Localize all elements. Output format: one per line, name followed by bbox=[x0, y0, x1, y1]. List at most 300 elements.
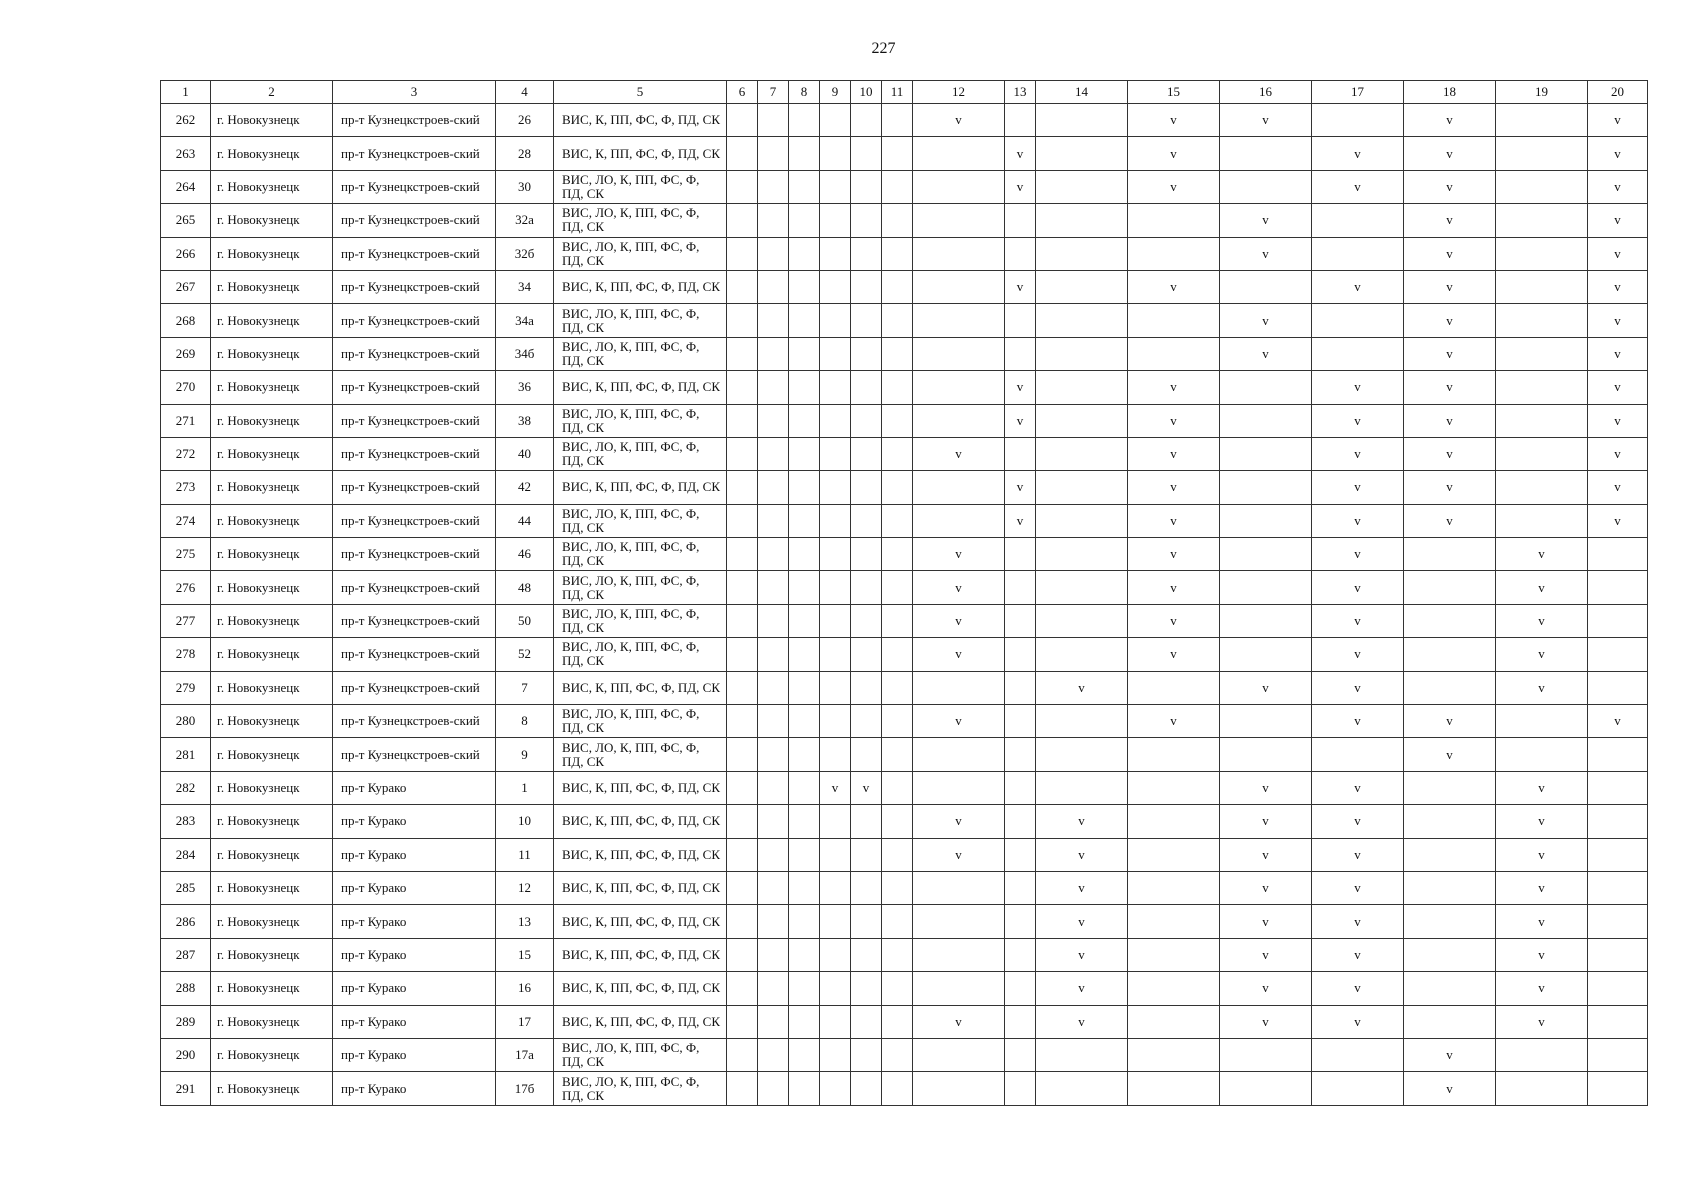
check-mark-cell bbox=[1404, 404, 1496, 437]
empty-cell bbox=[1588, 638, 1648, 671]
empty-cell bbox=[913, 337, 1005, 370]
empty-cell bbox=[1220, 1038, 1312, 1071]
empty-cell bbox=[851, 705, 882, 738]
empty-cell bbox=[820, 972, 851, 1005]
empty-cell bbox=[1496, 471, 1588, 504]
check-mark-cell bbox=[1128, 137, 1220, 170]
table-row bbox=[161, 437, 1648, 470]
check-mark: v bbox=[1262, 212, 1269, 228]
check-mark-cell bbox=[1312, 671, 1404, 704]
works-list-cell: ВИС, К, ПП, ФС, Ф, ПД, СК bbox=[554, 1005, 727, 1038]
check-mark-cell bbox=[851, 771, 882, 804]
check-mark-cell bbox=[1312, 471, 1404, 504]
empty-cell bbox=[851, 538, 882, 571]
house-number-cell: 44 bbox=[496, 504, 554, 537]
column-header: 15 bbox=[1128, 81, 1220, 104]
empty-cell bbox=[851, 371, 882, 404]
empty-cell bbox=[913, 771, 1005, 804]
column-header: 14 bbox=[1036, 81, 1128, 104]
empty-cell bbox=[1128, 1072, 1220, 1105]
house-number-cell: 7 bbox=[496, 671, 554, 704]
empty-cell bbox=[913, 938, 1005, 971]
empty-cell bbox=[913, 871, 1005, 904]
empty-cell bbox=[1404, 905, 1496, 938]
city-cell: г. Новокузнецк bbox=[211, 1072, 333, 1105]
check-mark-cell bbox=[1496, 972, 1588, 1005]
check-mark: v bbox=[1614, 245, 1621, 261]
empty-cell bbox=[758, 1005, 789, 1038]
check-mark: v bbox=[1538, 946, 1545, 962]
works-list-cell: ВИС, ЛО, К, ПП, ФС, Ф, ПД, СК bbox=[554, 571, 727, 604]
empty-cell bbox=[913, 237, 1005, 270]
empty-cell bbox=[1036, 1038, 1128, 1071]
check-mark: v bbox=[1446, 178, 1453, 194]
check-mark-cell bbox=[1220, 104, 1312, 137]
check-mark-cell bbox=[1588, 504, 1648, 537]
check-mark: v bbox=[1538, 546, 1545, 562]
empty-cell bbox=[820, 204, 851, 237]
check-mark-cell bbox=[1312, 771, 1404, 804]
street-cell: пр-т Кузнецкстроев-ский bbox=[333, 471, 496, 504]
empty-cell bbox=[789, 905, 820, 938]
works-list-cell: ВИС, К, ПП, ФС, Ф, ПД, СК bbox=[554, 805, 727, 838]
check-mark-cell bbox=[1312, 838, 1404, 871]
empty-cell bbox=[851, 738, 882, 771]
house-number-cell: 1 bbox=[496, 771, 554, 804]
check-mark: v bbox=[1078, 980, 1085, 996]
empty-cell bbox=[758, 304, 789, 337]
check-mark-cell bbox=[1220, 1005, 1312, 1038]
check-mark-cell bbox=[1128, 705, 1220, 738]
check-mark-cell bbox=[1128, 270, 1220, 303]
empty-cell bbox=[727, 905, 758, 938]
check-mark: v bbox=[1262, 980, 1269, 996]
row-number-cell: 272 bbox=[161, 437, 211, 470]
empty-cell bbox=[1005, 671, 1036, 704]
empty-cell bbox=[851, 437, 882, 470]
table-row bbox=[161, 972, 1648, 1005]
works-list-cell: ВИС, ЛО, К, ПП, ФС, Ф, ПД, СК bbox=[554, 404, 727, 437]
empty-cell bbox=[820, 871, 851, 904]
empty-cell bbox=[758, 805, 789, 838]
table-row bbox=[161, 571, 1648, 604]
column-header: 12 bbox=[913, 81, 1005, 104]
house-number-cell: 40 bbox=[496, 437, 554, 470]
empty-cell bbox=[1588, 1038, 1648, 1071]
table-row bbox=[161, 137, 1648, 170]
check-mark-cell bbox=[1128, 371, 1220, 404]
empty-cell bbox=[820, 270, 851, 303]
check-mark: v bbox=[1016, 479, 1024, 495]
check-mark-cell bbox=[1036, 972, 1128, 1005]
empty-cell bbox=[1036, 404, 1128, 437]
empty-cell bbox=[1404, 838, 1496, 871]
empty-cell bbox=[727, 571, 758, 604]
empty-cell bbox=[820, 805, 851, 838]
works-list-cell: ВИС, К, ПП, ФС, Ф, ПД, СК bbox=[554, 471, 727, 504]
empty-cell bbox=[851, 471, 882, 504]
empty-cell bbox=[789, 137, 820, 170]
street-cell: пр-т Кузнецкстроев-ский bbox=[333, 538, 496, 571]
check-mark: v bbox=[1446, 1080, 1453, 1096]
check-mark-cell bbox=[1404, 371, 1496, 404]
check-mark: v bbox=[1262, 112, 1269, 128]
empty-cell bbox=[789, 1005, 820, 1038]
empty-cell bbox=[758, 705, 789, 738]
check-mark-cell bbox=[1220, 771, 1312, 804]
check-mark: v bbox=[1446, 279, 1453, 295]
empty-cell bbox=[1404, 771, 1496, 804]
column-header: 10 bbox=[851, 81, 882, 104]
check-mark: v bbox=[1538, 780, 1545, 795]
empty-cell bbox=[1496, 137, 1588, 170]
empty-cell bbox=[820, 237, 851, 270]
check-mark-cell bbox=[1496, 638, 1588, 671]
empty-cell bbox=[1005, 838, 1036, 871]
empty-cell bbox=[758, 738, 789, 771]
street-cell: пр-т Кузнецкстроев-ский bbox=[333, 270, 496, 303]
empty-cell bbox=[1220, 170, 1312, 203]
check-mark: v bbox=[1614, 312, 1621, 328]
check-mark: v bbox=[1614, 412, 1621, 428]
city-cell: г. Новокузнецк bbox=[211, 437, 333, 470]
empty-cell bbox=[1588, 571, 1648, 604]
empty-cell bbox=[1312, 304, 1404, 337]
row-number-cell: 281 bbox=[161, 738, 211, 771]
empty-cell bbox=[820, 604, 851, 637]
empty-cell bbox=[1005, 638, 1036, 671]
empty-cell bbox=[758, 270, 789, 303]
check-mark: v bbox=[1354, 846, 1361, 862]
column-header: 5 bbox=[554, 81, 727, 104]
check-mark: v bbox=[1354, 579, 1361, 595]
table-row bbox=[161, 604, 1648, 637]
check-mark: v bbox=[1170, 112, 1177, 128]
works-list-cell: ВИС, К, ПП, ФС, Ф, ПД, СК bbox=[554, 371, 727, 404]
column-header: 17 bbox=[1312, 81, 1404, 104]
check-mark-cell bbox=[913, 571, 1005, 604]
check-mark-cell bbox=[913, 705, 1005, 738]
empty-cell bbox=[758, 204, 789, 237]
street-cell: пр-т Курако bbox=[333, 871, 496, 904]
header-row bbox=[161, 81, 1648, 104]
empty-cell bbox=[758, 371, 789, 404]
check-mark-cell bbox=[1128, 504, 1220, 537]
empty-cell bbox=[1128, 304, 1220, 337]
empty-cell bbox=[758, 437, 789, 470]
check-mark: v bbox=[1170, 279, 1177, 295]
empty-cell bbox=[913, 137, 1005, 170]
check-mark: v bbox=[1354, 646, 1361, 662]
house-number-cell: 16 bbox=[496, 972, 554, 1005]
empty-cell bbox=[1005, 771, 1036, 804]
table-row bbox=[161, 1038, 1648, 1071]
check-mark-cell bbox=[1005, 404, 1036, 437]
empty-cell bbox=[882, 805, 913, 838]
empty-cell bbox=[882, 170, 913, 203]
city-cell: г. Новокузнецк bbox=[211, 104, 333, 137]
empty-cell bbox=[727, 604, 758, 637]
check-mark: v bbox=[1538, 980, 1545, 996]
check-mark: v bbox=[1262, 846, 1269, 862]
column-header: 3 bbox=[333, 81, 496, 104]
check-mark: v bbox=[1078, 946, 1085, 962]
check-mark-cell bbox=[1588, 437, 1648, 470]
empty-cell bbox=[789, 471, 820, 504]
check-mark-cell bbox=[1496, 905, 1588, 938]
check-mark-cell bbox=[1496, 871, 1588, 904]
table-body bbox=[161, 104, 1648, 1106]
check-mark-cell bbox=[1588, 170, 1648, 203]
check-mark: v bbox=[1446, 112, 1453, 128]
check-mark: v bbox=[1262, 880, 1269, 896]
empty-cell bbox=[1312, 104, 1404, 137]
empty-cell bbox=[882, 437, 913, 470]
check-mark: v bbox=[1078, 913, 1085, 929]
check-mark-cell bbox=[1588, 371, 1648, 404]
house-number-cell: 52 bbox=[496, 638, 554, 671]
city-cell: г. Новокузнецк bbox=[211, 404, 333, 437]
check-mark-cell bbox=[1404, 1072, 1496, 1105]
empty-cell bbox=[1404, 871, 1496, 904]
check-mark: v bbox=[1262, 1013, 1269, 1029]
check-mark: v bbox=[1614, 512, 1621, 528]
street-cell: пр-т Кузнецкстроев-ский bbox=[333, 137, 496, 170]
check-mark-cell bbox=[1005, 504, 1036, 537]
table-row bbox=[161, 905, 1648, 938]
empty-cell bbox=[882, 838, 913, 871]
check-mark-cell bbox=[1128, 104, 1220, 137]
empty-cell bbox=[727, 671, 758, 704]
empty-cell bbox=[758, 838, 789, 871]
house-number-cell: 28 bbox=[496, 137, 554, 170]
works-list-cell: ВИС, К, ПП, ФС, Ф, ПД, СК bbox=[554, 671, 727, 704]
city-cell: г. Новокузнецк bbox=[211, 972, 333, 1005]
house-number-cell: 32а bbox=[496, 204, 554, 237]
empty-cell bbox=[851, 137, 882, 170]
empty-cell bbox=[1036, 771, 1128, 804]
empty-cell bbox=[1588, 905, 1648, 938]
row-number-cell: 277 bbox=[161, 604, 211, 637]
check-mark: v bbox=[1538, 1013, 1545, 1029]
empty-cell bbox=[882, 604, 913, 637]
empty-cell bbox=[851, 838, 882, 871]
empty-cell bbox=[1404, 638, 1496, 671]
check-mark: v bbox=[1614, 145, 1621, 161]
empty-cell bbox=[758, 104, 789, 137]
check-mark: v bbox=[955, 813, 962, 829]
empty-cell bbox=[820, 938, 851, 971]
empty-cell bbox=[758, 671, 789, 704]
check-mark: v bbox=[955, 579, 962, 595]
street-cell: пр-т Курако bbox=[333, 1005, 496, 1038]
street-cell: пр-т Кузнецкстроев-ский bbox=[333, 237, 496, 270]
check-mark-cell bbox=[1220, 304, 1312, 337]
empty-cell bbox=[1312, 204, 1404, 237]
column-header: 1 bbox=[161, 81, 211, 104]
check-mark: v bbox=[1262, 312, 1269, 328]
empty-cell bbox=[882, 938, 913, 971]
empty-cell bbox=[1005, 1038, 1036, 1071]
check-mark-cell bbox=[1312, 371, 1404, 404]
street-cell: пр-т Кузнецкстроев-ский bbox=[333, 170, 496, 203]
check-mark-cell bbox=[1588, 104, 1648, 137]
city-cell: г. Новокузнецк bbox=[211, 337, 333, 370]
empty-cell bbox=[851, 170, 882, 203]
table-row bbox=[161, 1005, 1648, 1038]
empty-cell bbox=[1496, 1038, 1588, 1071]
empty-cell bbox=[1005, 104, 1036, 137]
empty-cell bbox=[1220, 1072, 1312, 1105]
empty-cell bbox=[1128, 871, 1220, 904]
check-mark-cell bbox=[1588, 404, 1648, 437]
empty-cell bbox=[789, 404, 820, 437]
page-number: 227 bbox=[871, 40, 896, 57]
empty-cell bbox=[913, 404, 1005, 437]
table-row bbox=[161, 104, 1648, 137]
check-mark: v bbox=[1078, 813, 1085, 829]
table-row bbox=[161, 838, 1648, 871]
row-number-cell: 291 bbox=[161, 1072, 211, 1105]
empty-cell bbox=[820, 1072, 851, 1105]
empty-cell bbox=[789, 738, 820, 771]
empty-cell bbox=[758, 137, 789, 170]
city-cell: г. Новокузнецк bbox=[211, 604, 333, 637]
check-mark-cell bbox=[1036, 1005, 1128, 1038]
check-mark-cell bbox=[1404, 705, 1496, 738]
street-cell: пр-т Кузнецкстроев-ский bbox=[333, 671, 496, 704]
empty-cell bbox=[1005, 304, 1036, 337]
column-header: 6 bbox=[727, 81, 758, 104]
check-mark-cell bbox=[1496, 838, 1588, 871]
empty-cell bbox=[1588, 771, 1648, 804]
city-cell: г. Новокузнецк bbox=[211, 838, 333, 871]
works-list-cell: ВИС, ЛО, К, ПП, ФС, Ф, ПД, СК bbox=[554, 738, 727, 771]
check-mark: v bbox=[1538, 579, 1545, 595]
empty-cell bbox=[820, 705, 851, 738]
works-list-cell: ВИС, ЛО, К, ПП, ФС, Ф, ПД, СК bbox=[554, 304, 727, 337]
empty-cell bbox=[1496, 404, 1588, 437]
empty-cell bbox=[851, 104, 882, 137]
house-number-cell: 38 bbox=[496, 404, 554, 437]
empty-cell bbox=[851, 638, 882, 671]
works-list-cell: ВИС, ЛО, К, ПП, ФС, Ф, ПД, СК bbox=[554, 638, 727, 671]
city-cell: г. Новокузнецк bbox=[211, 1005, 333, 1038]
works-list-cell: ВИС, ЛО, К, ПП, ФС, Ф, ПД, СК bbox=[554, 504, 727, 537]
check-mark-cell bbox=[1496, 771, 1588, 804]
check-mark-cell bbox=[1220, 805, 1312, 838]
empty-cell bbox=[882, 404, 913, 437]
table-row bbox=[161, 170, 1648, 203]
check-mark: v bbox=[1354, 446, 1361, 462]
street-cell: пр-т Кузнецкстроев-ский bbox=[333, 437, 496, 470]
row-number-cell: 287 bbox=[161, 938, 211, 971]
row-number-cell: 289 bbox=[161, 1005, 211, 1038]
empty-cell bbox=[820, 838, 851, 871]
empty-cell bbox=[913, 1072, 1005, 1105]
works-list-cell: ВИС, К, ПП, ФС, Ф, ПД, СК bbox=[554, 972, 727, 1005]
check-mark-cell bbox=[913, 838, 1005, 871]
check-mark-cell bbox=[1220, 237, 1312, 270]
empty-cell bbox=[882, 638, 913, 671]
empty-cell bbox=[882, 871, 913, 904]
empty-cell bbox=[1036, 270, 1128, 303]
check-mark-cell bbox=[1220, 337, 1312, 370]
empty-cell bbox=[913, 671, 1005, 704]
empty-cell bbox=[882, 337, 913, 370]
empty-cell bbox=[1036, 237, 1128, 270]
check-mark-cell bbox=[913, 538, 1005, 571]
empty-cell bbox=[727, 972, 758, 1005]
city-cell: г. Новокузнецк bbox=[211, 571, 333, 604]
check-mark-cell bbox=[1588, 471, 1648, 504]
check-mark: v bbox=[1354, 479, 1361, 495]
check-mark: v bbox=[955, 1013, 962, 1029]
check-mark-cell bbox=[1220, 938, 1312, 971]
empty-cell bbox=[1496, 738, 1588, 771]
empty-cell bbox=[727, 871, 758, 904]
check-mark-cell bbox=[1404, 237, 1496, 270]
empty-cell bbox=[882, 1005, 913, 1038]
empty-cell bbox=[1128, 805, 1220, 838]
empty-cell bbox=[882, 504, 913, 537]
check-mark-cell bbox=[1312, 538, 1404, 571]
column-header: 8 bbox=[789, 81, 820, 104]
empty-cell bbox=[789, 170, 820, 203]
house-number-cell: 36 bbox=[496, 371, 554, 404]
empty-cell bbox=[727, 1072, 758, 1105]
check-mark-cell bbox=[1404, 337, 1496, 370]
check-mark-cell bbox=[1312, 1005, 1404, 1038]
empty-cell bbox=[1404, 604, 1496, 637]
empty-cell bbox=[1588, 838, 1648, 871]
empty-cell bbox=[1312, 337, 1404, 370]
column-header: 18 bbox=[1404, 81, 1496, 104]
works-list-cell: ВИС, К, ПП, ФС, Ф, ПД, СК bbox=[554, 938, 727, 971]
check-mark-cell bbox=[820, 771, 851, 804]
check-mark: v bbox=[1446, 446, 1453, 462]
check-mark: v bbox=[1354, 1013, 1361, 1029]
empty-cell bbox=[1588, 938, 1648, 971]
empty-cell bbox=[913, 304, 1005, 337]
empty-cell bbox=[1220, 538, 1312, 571]
empty-cell bbox=[913, 972, 1005, 1005]
column-header: 13 bbox=[1005, 81, 1036, 104]
empty-cell bbox=[727, 270, 758, 303]
empty-cell bbox=[820, 738, 851, 771]
empty-cell bbox=[882, 137, 913, 170]
empty-cell bbox=[882, 571, 913, 604]
check-mark-cell bbox=[913, 638, 1005, 671]
empty-cell bbox=[1036, 304, 1128, 337]
empty-cell bbox=[1496, 204, 1588, 237]
empty-cell bbox=[727, 504, 758, 537]
check-mark-cell bbox=[1312, 805, 1404, 838]
check-mark: v bbox=[1354, 512, 1361, 528]
empty-cell bbox=[1005, 204, 1036, 237]
empty-cell bbox=[789, 604, 820, 637]
check-mark: v bbox=[1354, 679, 1361, 695]
empty-cell bbox=[851, 270, 882, 303]
empty-cell bbox=[727, 1005, 758, 1038]
check-mark: v bbox=[1170, 379, 1177, 395]
check-mark: v bbox=[1170, 713, 1177, 729]
check-mark: v bbox=[955, 713, 962, 729]
check-mark-cell bbox=[1312, 170, 1404, 203]
empty-cell bbox=[1005, 871, 1036, 904]
check-mark-cell bbox=[1312, 871, 1404, 904]
table-row bbox=[161, 204, 1648, 237]
